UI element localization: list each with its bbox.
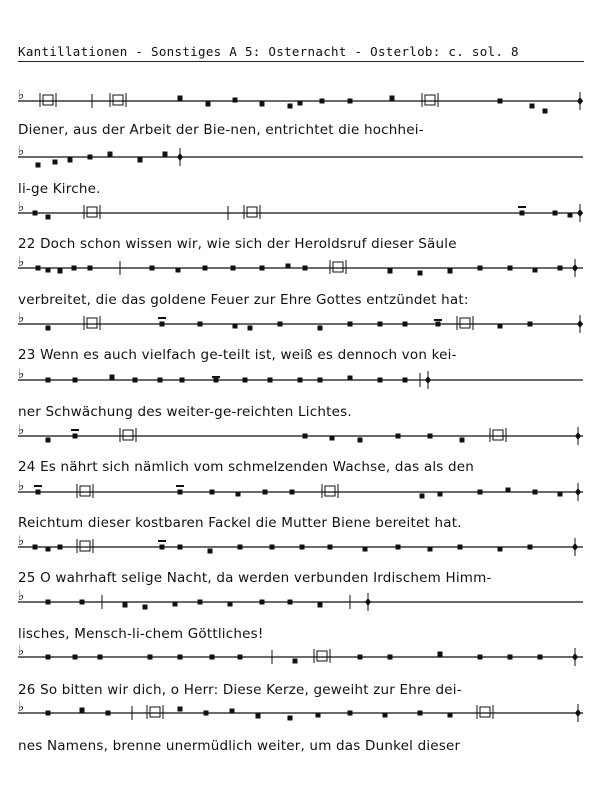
staff-line-group: [18, 700, 583, 722]
flat-clef-icon: ♭: [18, 700, 25, 715]
neume-note: [46, 215, 51, 220]
boxed-note: [113, 95, 123, 105]
staff-line-group: [18, 311, 583, 333]
neume-note: [396, 434, 401, 439]
neume-note: [303, 266, 308, 271]
boxed-note: [87, 207, 97, 217]
neume-note: [80, 600, 85, 605]
neume-note: [148, 655, 153, 660]
neume-note: [243, 378, 248, 383]
flat-clef-icon: ♭: [18, 311, 25, 326]
neume-note: [418, 711, 423, 716]
neume-note: [198, 600, 203, 605]
header-title: Kantillationen - Sonstiges A 5: Osternacht - Osterlob: c. sol. 8: [18, 44, 519, 59]
neume-note: [543, 109, 548, 114]
boxed-note: [80, 541, 90, 551]
flat-clef-icon: ♭: [18, 367, 25, 382]
neume-note: [72, 266, 77, 271]
boxed-note: [333, 262, 343, 272]
lyric-line: Reichtum dieser kostbaren Fackel die Mutter Biene bereitet hat.: [18, 515, 462, 531]
flat-clef-icon: ♭: [18, 534, 25, 549]
neume-note: [178, 96, 183, 101]
staff-line-group: [18, 644, 583, 666]
neume-note: [286, 264, 291, 269]
neume-note: [256, 714, 261, 719]
neume-note: [448, 713, 453, 718]
neume-note: [163, 152, 168, 157]
boxed-note: [493, 430, 503, 440]
final-diamond: [577, 209, 583, 217]
neume-note: [88, 266, 93, 271]
boxed-note: [325, 486, 335, 496]
lyric-line: li-ge Kirche.: [18, 181, 101, 197]
neume-note: [348, 99, 353, 104]
neume-note: [133, 378, 138, 383]
lyric-line: verbreitet, die das goldene Feuer zur Ehre Gottes entzündet hat:: [18, 292, 469, 308]
neume-note: [478, 266, 483, 271]
final-diamond: [572, 264, 578, 272]
neume-note: [263, 490, 268, 495]
neume-note: [506, 488, 511, 493]
neume-note: [528, 545, 533, 550]
neume-note: [388, 655, 393, 660]
neume-note: [160, 322, 165, 327]
neume-note: [436, 322, 441, 327]
neume-note: [316, 713, 321, 718]
neume-note: [210, 655, 215, 660]
neume-note: [498, 547, 503, 552]
neume-note: [110, 375, 115, 380]
neume-note: [348, 376, 353, 381]
staff-line-group: [18, 144, 583, 168]
neume-note: [36, 266, 41, 271]
neume-note: [33, 211, 38, 216]
neume-note: [558, 266, 563, 271]
neume-note: [533, 490, 538, 495]
neume-note: [288, 716, 293, 721]
neume-note: [558, 492, 563, 497]
neume-note: [58, 545, 63, 550]
neume-note: [298, 378, 303, 383]
staff-line-group: [18, 255, 583, 277]
neume-note: [438, 492, 443, 497]
boxed-note: [317, 651, 327, 661]
neume-note: [428, 547, 433, 552]
boxed-note: [425, 95, 435, 105]
lyric-line: nes Namens, brenne unermüdlich weiter, um das Dunkel dieser: [18, 738, 461, 754]
neume-note: [520, 211, 525, 216]
neume-note: [530, 104, 535, 109]
neume-note: [330, 436, 335, 441]
neume-note: [538, 655, 543, 660]
final-diamond: [177, 153, 183, 161]
neume-note: [403, 322, 408, 327]
staff-line-group: [18, 200, 583, 222]
neume-note: [348, 711, 353, 716]
neume-note: [80, 708, 85, 713]
neume-note: [293, 659, 298, 664]
final-diamond: [365, 598, 371, 606]
boxed-note: [150, 707, 160, 717]
neume-note: [46, 711, 51, 716]
neume-note: [108, 152, 113, 157]
neume-note: [173, 602, 178, 607]
boxed-note: [460, 318, 470, 328]
neume-note: [320, 99, 325, 104]
neume-note: [46, 438, 51, 443]
neume-note: [260, 600, 265, 605]
neume-note: [73, 378, 78, 383]
neume-note: [318, 326, 323, 331]
flat-clef-icon: ♭: [18, 644, 25, 659]
neume-note: [73, 655, 78, 660]
neume-note: [378, 378, 383, 383]
boxed-note: [480, 707, 490, 717]
final-diamond: [575, 709, 581, 717]
flat-clef-icon: ♭: [18, 423, 25, 438]
neume-note: [204, 711, 209, 716]
final-diamond: [425, 376, 431, 384]
staff-line-group: [18, 534, 583, 556]
staff-line-group: [18, 479, 583, 501]
staff-line-group: [18, 367, 583, 389]
neume-note: [160, 545, 165, 550]
neume-note: [290, 490, 295, 495]
lyric-line: ner Schwächung des weiter-ge-reichten Lichtes.: [18, 404, 352, 420]
lyric-line: 25 O wahrhaft selige Nacht, da werden verbunden Irdischem Himm-: [18, 570, 492, 586]
neume-note: [68, 158, 73, 163]
neume-note: [231, 266, 236, 271]
neume-note: [158, 378, 163, 383]
neume-note: [143, 605, 148, 610]
boxed-note: [43, 95, 53, 105]
neume-note: [448, 269, 453, 274]
neume-note: [383, 713, 388, 718]
neume-note: [418, 271, 423, 276]
neume-note: [270, 545, 275, 550]
neume-note: [88, 155, 93, 160]
neume-note: [228, 602, 233, 607]
neume-note: [300, 545, 305, 550]
neume-note: [568, 213, 573, 218]
neume-note: [268, 378, 273, 383]
neume-note: [363, 547, 368, 552]
final-diamond: [572, 653, 578, 661]
neume-note: [328, 545, 333, 550]
neume-note: [478, 490, 483, 495]
boxed-note: [80, 486, 90, 496]
final-diamond: [575, 488, 581, 496]
neume-note: [58, 269, 63, 274]
neume-note: [210, 490, 215, 495]
neume-note: [33, 545, 38, 550]
neume-note: [214, 378, 219, 383]
boxed-note: [87, 318, 97, 328]
neume-note: [303, 434, 308, 439]
final-diamond: [575, 432, 581, 440]
neume-note: [378, 322, 383, 327]
neume-note: [178, 545, 183, 550]
neume-note: [498, 324, 503, 329]
lyric-line: 24 Es nährt sich nämlich vom schmelzenden Wachse, das als den: [18, 459, 475, 475]
neume-note: [390, 96, 395, 101]
neume-note: [318, 378, 323, 383]
neume-note: [73, 434, 78, 439]
neume-note: [428, 434, 433, 439]
neume-note: [318, 603, 323, 608]
neume-note: [46, 547, 51, 552]
neume-note: [533, 268, 538, 273]
lyric-line: Diener, aus der Arbeit der Bie-nen, entrichtet die hochhei-: [18, 122, 424, 138]
neume-note: [203, 266, 208, 271]
flat-clef-icon: ♭: [18, 88, 25, 103]
neume-note: [178, 707, 183, 712]
neume-note: [358, 438, 363, 443]
lyric-line: 22 Doch schon wissen wir, wie sich der Heroldsruf dieser Säule: [18, 236, 457, 252]
lyric-line: lisches, Mensch-li-chem Göttliches!: [18, 626, 264, 642]
neume-note: [233, 98, 238, 103]
neume-note: [248, 326, 253, 331]
neume-note: [46, 378, 51, 383]
neume-note: [206, 102, 211, 107]
neume-note: [508, 266, 513, 271]
neume-note: [238, 655, 243, 660]
neume-note: [138, 158, 143, 163]
neume-note: [498, 99, 503, 104]
neume-note: [106, 711, 111, 716]
final-diamond: [572, 543, 578, 551]
neume-note: [150, 266, 155, 271]
neume-note: [236, 492, 241, 497]
neume-note: [508, 655, 513, 660]
final-diamond: [577, 320, 583, 328]
neume-note: [478, 655, 483, 660]
neume-note: [230, 709, 235, 714]
neume-note: [288, 600, 293, 605]
neume-note: [260, 266, 265, 271]
flat-clef-icon: ♭: [18, 144, 25, 159]
flat-clef-icon: ♭: [18, 479, 25, 494]
neume-note: [438, 652, 443, 657]
neume-note: [176, 268, 181, 273]
neume-note: [36, 490, 41, 495]
boxed-note: [247, 207, 257, 217]
neume-note: [238, 545, 243, 550]
neume-note: [528, 322, 533, 327]
neume-note: [46, 268, 51, 273]
neume-note: [278, 322, 283, 327]
lyric-line: 23 Wenn es auch vielfach ge-teilt ist, weiß es dennoch von kei-: [18, 347, 457, 363]
neume-note: [358, 655, 363, 660]
lyric-line: 26 So bitten wir dich, o Herr: Diese Kerze, geweiht zur Ehre dei-: [18, 682, 462, 698]
final-diamond: [577, 97, 583, 105]
neume-note: [178, 655, 183, 660]
neume-note: [46, 655, 51, 660]
neume-note: [180, 378, 185, 383]
neume-note: [420, 494, 425, 499]
neume-note: [233, 324, 238, 329]
neume-note: [178, 490, 183, 495]
boxed-note: [123, 430, 133, 440]
neume-note: [553, 211, 558, 216]
neume-note: [46, 600, 51, 605]
neume-note: [46, 326, 51, 331]
neume-note: [288, 104, 293, 109]
neume-note: [123, 603, 128, 608]
flat-clef-icon: ♭: [18, 255, 25, 270]
flat-clef-icon: ♭: [18, 589, 25, 604]
neume-note: [348, 322, 353, 327]
neume-note: [458, 545, 463, 550]
neume-note: [403, 378, 408, 383]
flat-clef-icon: ♭: [18, 200, 25, 215]
neume-note: [98, 655, 103, 660]
neume-note: [198, 322, 203, 327]
neume-note: [298, 101, 303, 106]
staff-line-group: [18, 589, 583, 611]
neume-note: [388, 269, 393, 274]
neume-note: [53, 160, 58, 165]
staff-line-group: [18, 423, 583, 445]
neume-note: [460, 438, 465, 443]
neume-note: [36, 163, 41, 168]
neume-note: [396, 545, 401, 550]
neume-note: [260, 102, 265, 107]
staff-line-group: [18, 88, 583, 114]
neume-note: [208, 549, 213, 554]
